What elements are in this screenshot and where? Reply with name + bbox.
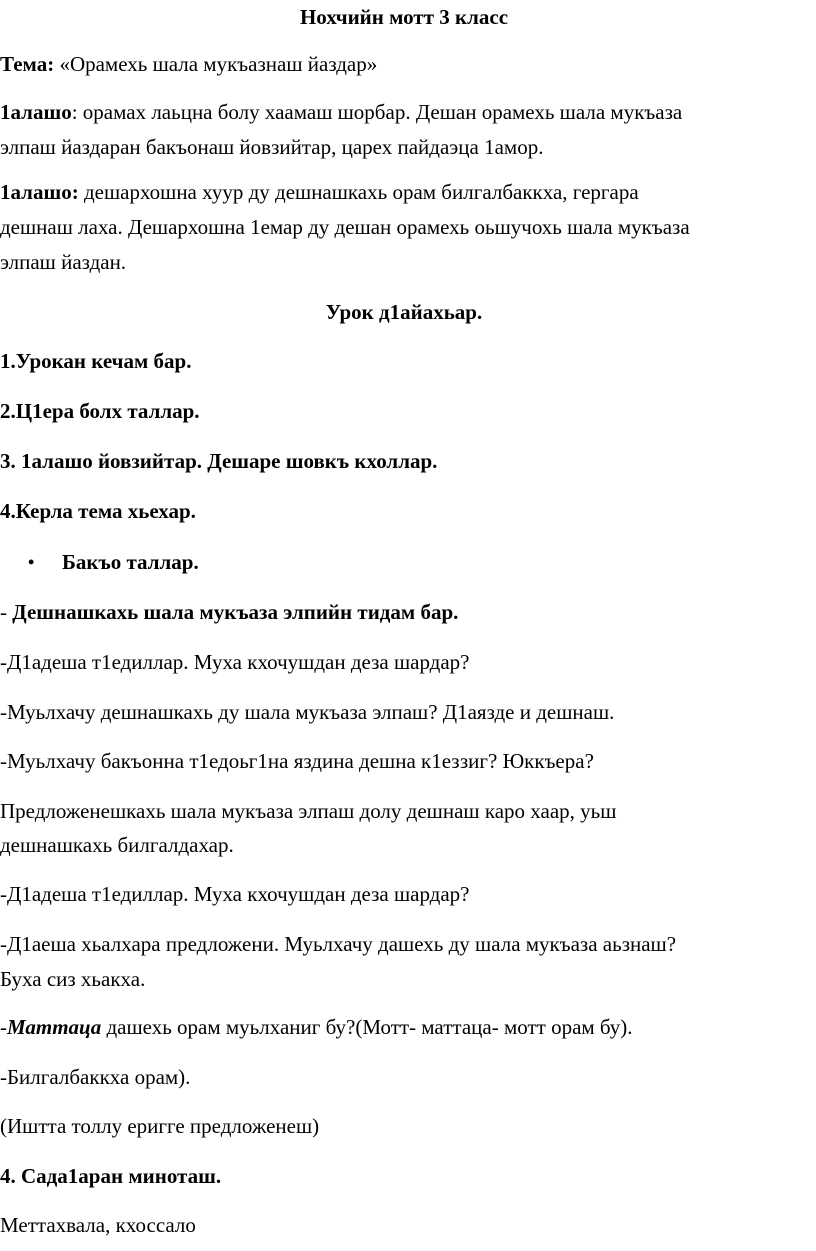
subheading-line: [0, 597, 808, 627]
goal1-line1: [0, 97, 808, 127]
step-5: 4. Сада1аран миноташ.: [0, 1164, 222, 1188]
last-line: Меттахвала, кхоссало: [0, 1213, 196, 1237]
bullet-text: Бакъо таллар.: [62, 550, 199, 574]
goal2-label: 1алашо:: [0, 180, 79, 204]
goal1-line2: элпаш йаздаран бакъонаш йовзийтар, царех пайдаэца 1амор.: [0, 135, 544, 159]
question-4: -Д1адеша т1едиллар. Муха кхочушдан деза шардар?: [0, 882, 470, 906]
goal2-line2: дешнаш лаха. Дешархошна 1емар ду дешан орамехь оьшучохь шала мукъаза: [0, 215, 690, 239]
question-6-prefix: -: [0, 1015, 7, 1039]
question-8: (Иштта толлу еригге предложенеш): [0, 1114, 320, 1138]
question-6-rest: дашехь орам муьлханиг бу?(Мотт- маттаца- мотт орам бу).: [101, 1015, 633, 1039]
paragraph-1-line2: дешнашкахь билгалдахар.: [0, 833, 234, 857]
topic-line: [0, 49, 808, 79]
question-6-word: Маттаца: [7, 1015, 102, 1039]
topic-text: «Орамехь шала мукъазнаш йаздар»: [54, 52, 378, 76]
step-2: 2.Ц1ера болх таллар.: [0, 399, 200, 423]
question-7: -Билгалбаккха орам).: [0, 1065, 191, 1089]
goal1-text: : орамах лаьцна болу хаамаш шорбар. Дешан орамехь шала мукъаза: [71, 100, 683, 124]
question-5-line1: -Д1аеша хьалхара предложени. Муьлхачу дашехь ду шала мукъаза аьзнаш?: [0, 932, 677, 956]
lesson-heading: Урок д1айахьар.: [325, 300, 483, 324]
goal1-label: 1алашо: [0, 100, 72, 124]
question-2: -Муьлхачу дешнашкахь ду шала мукъаза элпаш? Д1аязде и дешнаш.: [0, 700, 615, 724]
step-3: 3. 1алашо йовзийтар. Дешаре шовкъ кхоллар.: [0, 449, 438, 473]
subheading-prefix: -: [0, 600, 13, 624]
question-3: -Муьлхачу бакъонна т1едоьг1на яздина дешна к1еззиг? Юккъера?: [0, 749, 594, 773]
goal2-line1: [0, 177, 808, 207]
document-title: Нохчийн мотт 3 класс: [299, 5, 509, 29]
paragraph-1-line1: Предложенешкахь шала мукъаза элпаш долу дешнаш каро хаар, уьш: [0, 799, 617, 823]
goal2-line3: элпаш йаздан.: [0, 250, 127, 274]
question-1: -Д1адеша т1едиллар. Муха кхочушдан деза шардар?: [0, 650, 470, 674]
step-1: 1.Урокан кечам бар.: [0, 349, 192, 373]
topic-label: Тема:: [0, 52, 55, 76]
question-5-line2: Буха сиз хьакха.: [0, 967, 146, 991]
subheading-text: Дешнашкахь шала мукъаза элпийн тидам бар.: [12, 600, 459, 624]
step-4: 4.Керла тема хьехар.: [0, 499, 196, 523]
goal2-text: дешархошна хуур ду дешнашкахь орам билгалбаккха, гергара: [78, 180, 639, 204]
question-6: [0, 1012, 808, 1042]
bullet-dot-icon: •: [28, 552, 35, 572]
